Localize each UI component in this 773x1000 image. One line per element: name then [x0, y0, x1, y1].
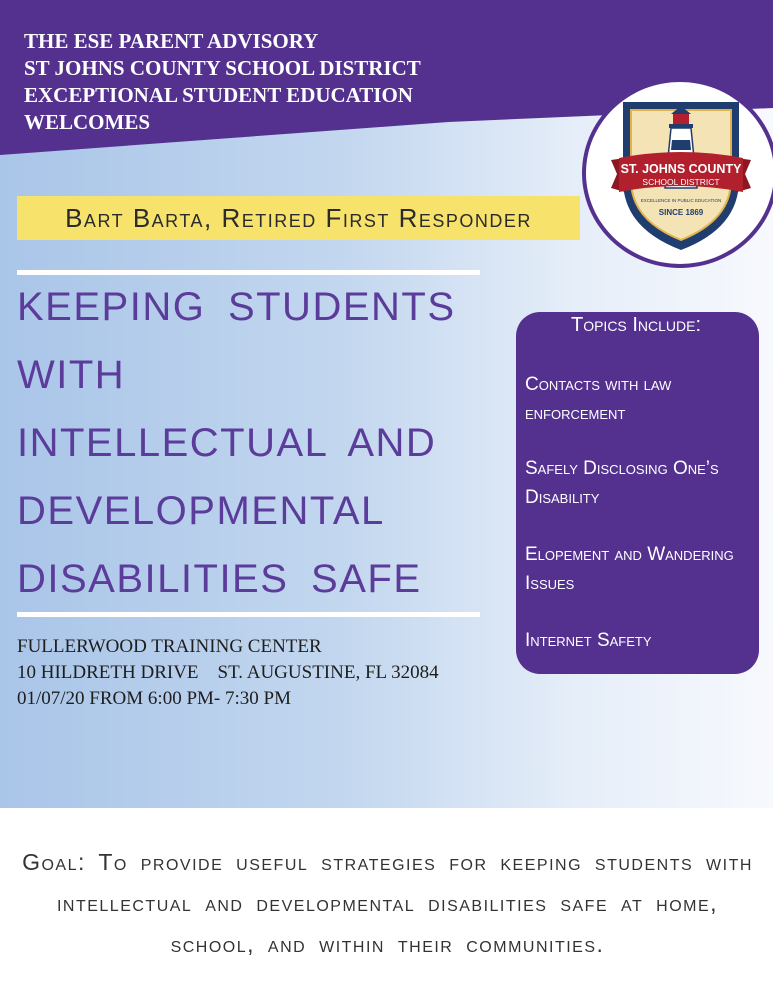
topic-item: Contacts with law enforcement [525, 374, 672, 424]
topics-list [525, 370, 747, 655]
divider-bottom [17, 612, 480, 617]
title-line: DEVELOPMENTAL [17, 489, 385, 533]
header-line: THE ESE PARENT ADVISORY [24, 29, 319, 53]
header-line: EXCEPTIONAL STUDENT EDUCATION [24, 83, 413, 107]
divider-top [17, 270, 480, 275]
logo-name-line2: SCHOOL DISTRICT [642, 177, 720, 187]
title-line: KEEPING STUDENTS [17, 285, 456, 329]
topics-panel [516, 312, 759, 674]
topics-heading: Topics Include: [570, 314, 702, 336]
lighthouse-crest-icon [611, 88, 751, 258]
logo-tagline: EXCELLENCE IN PUBLIC EDUCATION [640, 198, 722, 203]
lighthouse-lamp [673, 114, 689, 124]
title-line: WITH [17, 353, 126, 397]
topic-item: Elopement and Wandering Issues [525, 544, 734, 594]
logo-since: SINCE 1869 [658, 208, 704, 217]
header-line: WELCOMES [24, 110, 151, 134]
speaker-name: Bart Barta, Retired First Responder [65, 202, 532, 233]
title-line: INTELLECTUAL AND [17, 421, 437, 465]
topic-item: Safely Disclosing One’s Disability [525, 458, 719, 508]
event-title [17, 282, 487, 622]
district-logo [582, 78, 773, 268]
topic-item: Internet Safety [525, 630, 652, 651]
speaker-banner [17, 196, 580, 240]
lighthouse-stripe [671, 140, 691, 150]
venue-name: FULLERWOOD TRAINING CENTER [17, 636, 322, 657]
header-line: ST JOHNS COUNTY SCHOOL DISTRICT [24, 56, 421, 80]
event-details [17, 634, 439, 712]
logo-name-line1: ST. JOHNS COUNTY [620, 162, 742, 176]
goal-statement: Goal: To provide useful strategies for keeping students with intellectual and developmental disabilities safe at home, school, and within their communities. [22, 849, 753, 957]
title-line: DISABILITIES SAFE [17, 557, 422, 601]
header-text [24, 28, 421, 136]
venue-address: 10 HILDRETH DRIVE ST. AUGUSTINE, FL 32084 [17, 662, 439, 683]
event-datetime: 01/07/20 FROM 6:00 PM- 7:30 PM [17, 688, 291, 709]
